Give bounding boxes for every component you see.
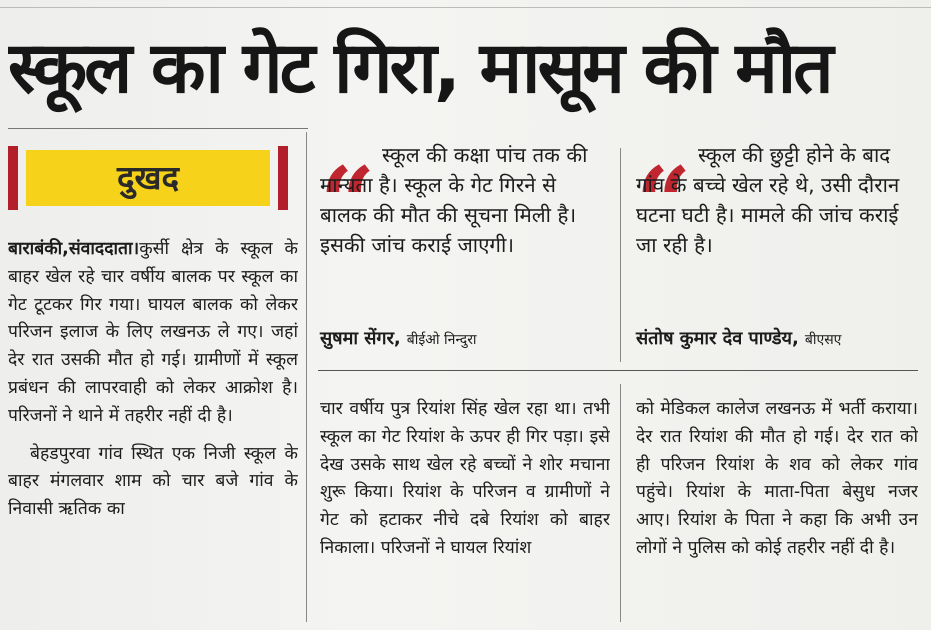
quote-text: स्कूल की कक्षा पांच तक की मान्यता है। स्कूल के गेट गिरने से बालक की मौत की सूचना मिली है। इसकी जांच कराई जाएगी। (320, 143, 588, 257)
quote-author-role: बीईओ निन्दुरा (406, 332, 477, 348)
quote-block (636, 140, 918, 349)
quote-text: स्कूल की छुट्टी होने के बाद गांव के बच्चे खेल रहे थे, उसी दौरान घटना घटी है। मामले की जांच कराई जा रही है। (636, 143, 900, 257)
top-border (0, 7, 931, 8)
quote-attribution (320, 324, 477, 355)
category-badge (8, 146, 288, 210)
column-divider (620, 148, 621, 362)
badge-bar-right (278, 146, 288, 210)
quote-author: सुषमा सेंगर, (320, 328, 401, 349)
paragraph: चार वर्षीय पुत्र रियांश सिंह खेल रहा था। तभी स्कूल का गेट रियांश के ऊपर ही गिर पड़ा। इसे देख उसके साथ खेल रहे बच्चों ने शोर मचाना शुरू किया। रियांश के परिजन व ग्रामीणों ने गेट को हटाकर नीचे दबे रियांश को बाहर निकाला। परिजनों ने घायल रियांश (320, 399, 610, 558)
badge-label: दुखद (26, 150, 270, 206)
paragraph: बेहडपुरवा गांव स्थित एक निजी स्कूल के बाहर मंगलवार शाम को चार बजे गांव के निवासी ऋतिक का (8, 443, 298, 520)
quote-author: संतोष कुमार देव पाण्डेय, (636, 328, 799, 349)
dateline: बाराबंकी,संवाददाता। (8, 239, 140, 259)
article-column (636, 396, 918, 624)
article-column (8, 236, 298, 626)
paragraph: कुर्सी क्षेत्र के स्कूल के बाहर खेल रहे चार वर्षीय बालक पर स्कूल का गेट टूटकर गिर गया। घायल बालक को लेकर परिजन इलाज के लिए लखनऊ ले गए। जहां देर रात उसकी मौत हो गई। ग्रामीणों में स्कूल प्रबंधन की लापरवाही को लेकर आक्रोश है। परिजनों ने थाने में तहरीर नहीं दी है। (8, 239, 298, 426)
divider (318, 370, 918, 371)
paragraph: को मेडिकल कालेज लखनऊ में भर्ती कराया। देर रात रियांश की मौत हो गई। देर रात को ही परिजन रियांश के शव को लेकर गांव पहुंचे। रियांश के माता-पिता बेसुध नजर आए। रियांश के पिता ने कहा कि अभी उन लोगों ने पुलिस को कोई तहरीर नहीं दी है। (636, 399, 918, 558)
column-divider (306, 132, 307, 622)
headline: स्कूल का गेट गिरा, मासूम की मौत (8, 26, 831, 109)
badge-bar-left (8, 146, 18, 210)
quote-attribution (636, 324, 841, 355)
article-column (320, 396, 610, 624)
divider (8, 128, 308, 129)
quote-block (320, 140, 610, 349)
quote-author-role: बीएसए (804, 332, 842, 348)
column-divider (620, 384, 621, 622)
